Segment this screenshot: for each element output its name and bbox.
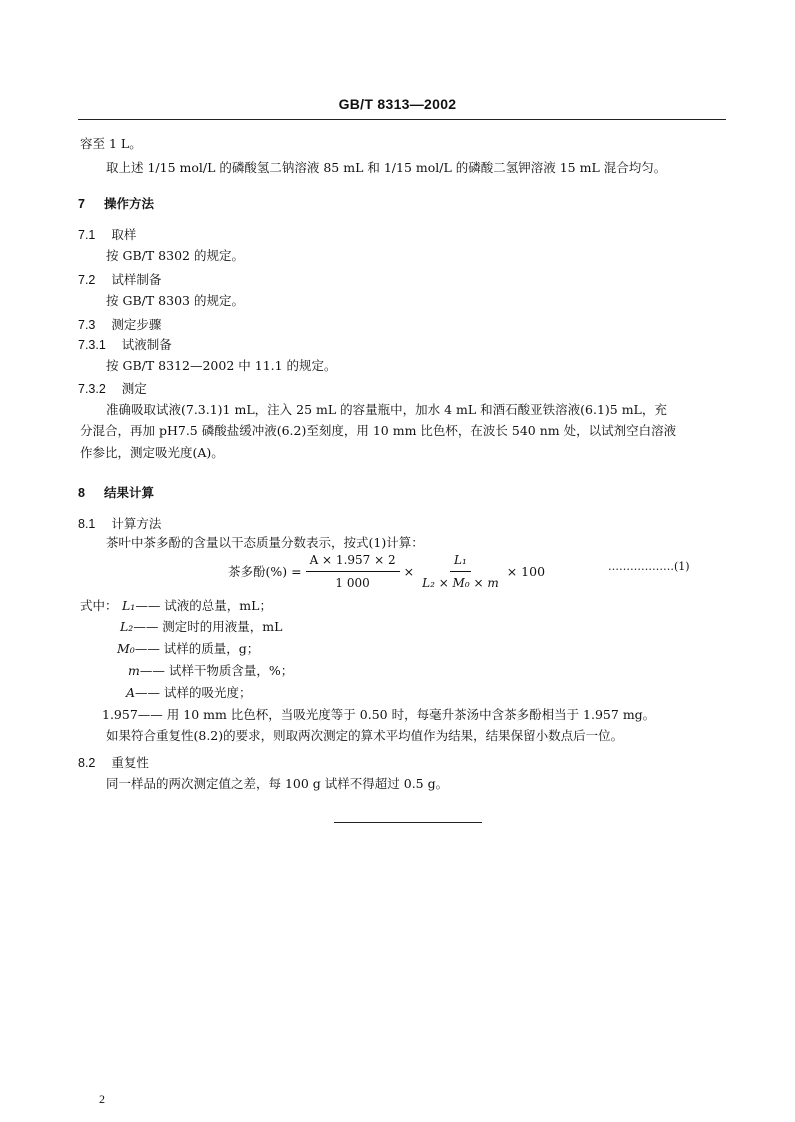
var-symbol: 1.957 — [102, 707, 138, 722]
subsection-title: 计算方法 — [111, 516, 162, 531]
subsection-title: 测定步骤 — [111, 317, 162, 332]
formula-1 — [228, 550, 545, 593]
var-definition — [102, 705, 655, 725]
var-definition — [120, 617, 282, 637]
section-number: 8 — [78, 486, 85, 500]
var-desc: —— 试样的吸光度； — [135, 685, 252, 700]
subsection-7-3-1-heading — [78, 335, 172, 355]
subsection-number: 7.3.1 — [78, 338, 106, 352]
section-number: 7 — [78, 197, 85, 211]
text-line: 容至 1 L。 — [80, 136, 142, 151]
subsection-number: 7.3 — [78, 318, 96, 332]
formula-tail: × 100 — [506, 563, 546, 579]
subsection-title: 试液制备 — [121, 337, 172, 352]
subsection-title: 试样制备 — [111, 272, 162, 287]
var-symbol: M₀ — [117, 641, 135, 656]
subsection-number: 7.2 — [78, 273, 96, 287]
subsection-title: 重复性 — [111, 755, 149, 770]
formula-times: × — [403, 563, 415, 579]
subsection-7-2-heading — [78, 270, 161, 290]
header-rule — [78, 119, 726, 120]
subsection-7-1-heading — [78, 225, 136, 245]
var-desc: —— 试样干物质含量，%； — [139, 663, 294, 678]
fraction-denominator: 1 000 — [335, 576, 370, 590]
var-definition — [128, 661, 293, 681]
var-symbol: m — [128, 663, 140, 678]
var-symbol: L₂ — [120, 619, 134, 634]
subsection-8-2-heading — [78, 753, 149, 773]
fraction-numerator: A × 1.957 × 2 — [306, 550, 400, 572]
formula-fraction-2 — [418, 550, 503, 593]
subsection-7-3-heading — [78, 315, 161, 335]
section-8-heading — [78, 482, 154, 501]
subsection-7-2-body: 按 GB/T 8303 的规定。 — [106, 293, 244, 308]
var-definition — [122, 596, 272, 616]
subsection-7-3-1-body: 按 GB/T 8312—2002 中 11.1 的规定。 — [106, 358, 337, 373]
subsection-7-3-2-body-line: 作参比，测定吸光度(A)。 — [80, 445, 224, 460]
formula-intro: 茶叶中茶多酚的含量以干态质量分数表示，按式(1)计算： — [106, 535, 424, 550]
var-definition — [117, 639, 259, 659]
subsection-7-3-2-body-line: 准确吸取试液(7.3.1)1 mL，注入 25 mL 的容量瓶中，加水 4 mL 和酒石酸亚铁溶液(6.1)5 mL，充 — [106, 402, 667, 417]
formula-lhs: 茶多酚(%) = — [228, 563, 302, 579]
text-line: 取上述 1/15 mol/L 的磷酸氢二钠溶液 85 mL 和 1/15 mol/L 的磷酸二氢钾溶液 15 mL 混合均匀。 — [106, 160, 667, 175]
subsection-8-1-heading — [78, 514, 161, 534]
var-desc: —— 用 10 mm 比色杯，当吸光度等于 0.50 时，每毫升茶汤中含茶多酚相当于 1.957 mg。 — [137, 707, 656, 722]
subsection-number: 8.2 — [78, 756, 96, 770]
subsection-8-2-body: 同一样品的两次测定值之差，每 100 g 试样不得超过 0.5 g。 — [106, 776, 449, 791]
subsection-number: 7.1 — [78, 228, 96, 242]
var-desc: —— 试样的质量，g； — [134, 641, 260, 656]
subsection-7-3-2-body-line: 分混合，再加 pH7.5 磷酸盐缓冲液(6.2)至刻度，用 10 mm 比色杯，在波长 540 nm 处，以试剂空白溶液 — [80, 423, 677, 438]
where-label: 式中： — [80, 598, 118, 613]
section-title: 结果计算 — [104, 485, 155, 500]
subsection-7-3-2-heading — [78, 379, 147, 399]
subsection-title: 取样 — [111, 227, 137, 242]
var-desc: —— 测定时的用液量，mL — [133, 619, 283, 634]
var-symbol: L₁ — [122, 598, 136, 613]
standard-code-header: GB/T 8313—2002 — [338, 96, 457, 112]
var-symbol: A — [126, 685, 136, 700]
subsection-7-1-body: 按 GB/T 8302 的规定。 — [106, 248, 244, 263]
formula-fraction-1 — [306, 550, 400, 593]
subsection-number: 8.1 — [78, 517, 96, 531]
subsection-number: 7.3.2 — [78, 382, 106, 396]
fraction-numerator: L₁ — [450, 550, 471, 572]
fraction-denominator: L₂ × M₀ × m — [422, 576, 499, 590]
var-desc: —— 试液的总量，mL； — [135, 598, 272, 613]
section-title: 操作方法 — [104, 196, 155, 211]
var-definition — [126, 683, 252, 703]
page-number: 2 — [99, 1092, 105, 1106]
formula-equation-number: ………………(1) — [608, 560, 690, 573]
end-rule — [334, 822, 482, 823]
result-note: 如果符合重复性(8.2)的要求，则取两次测定的算术平均值作为结果，结果保留小数点后一位。 — [106, 728, 624, 743]
subsection-title: 测定 — [121, 381, 147, 396]
section-7-heading — [78, 193, 154, 212]
